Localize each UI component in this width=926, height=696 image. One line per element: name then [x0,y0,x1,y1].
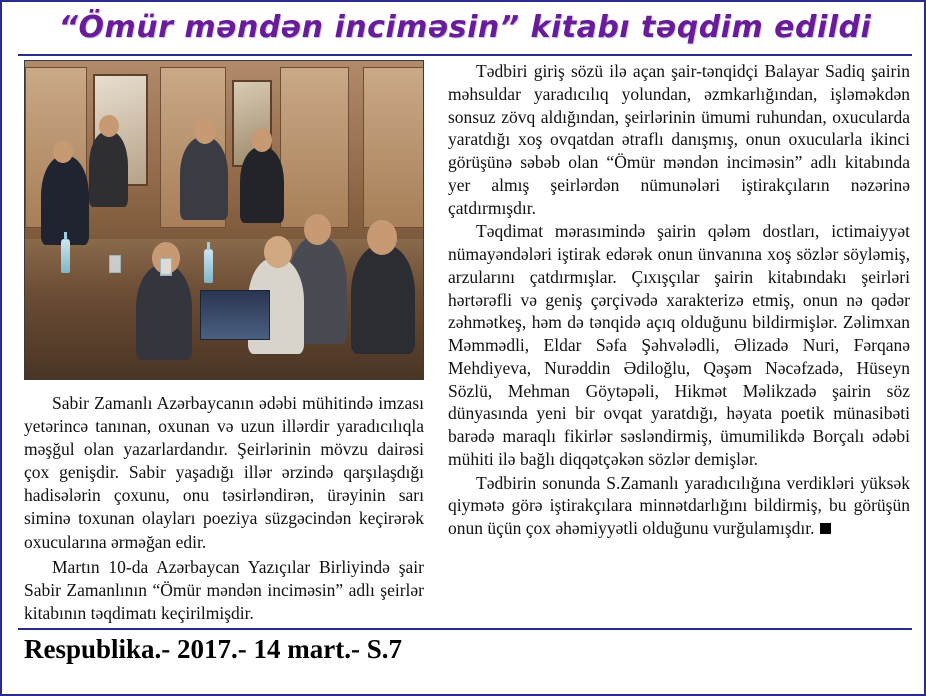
left-column [24,60,424,627]
paragraph: Sabir Zamanlı Azərbaycanın ədəbi mühitində imzası yetərincə tanınan, oxunan və uzun illərdir yaradıcılıqla məşğul olan yazarlardandır. Şeirlərinin mövzu dairəsi çox genişdir. Sabir yaşadığı illər ərzində qarşılaşdığı hadisələrin çoxunu, onu təsirləndirən, ürəyinin sarı siminə toxunan olayları poeziya süzgəcindən keçirərək oxucularına ərməğan edir. [24,393,424,552]
page-title: “Ömür məndən inciməsin” kitabı təqdim edildi [58,10,872,45]
paragraph-text: Tədbirin sonunda S.Zamanlı yaradıcılığına verdikləri yüksək qiymətə görə iştirakçılara minnətdarlığını bildirmiş, bu görüşün onun üçün çox əhəmiyyətli olduğunu vurğulamışdır. [448,472,910,538]
photo-person-head [194,118,216,143]
divider-top [18,54,912,56]
photo-person [136,265,192,360]
left-column-text [24,392,424,625]
photo-person [240,147,284,223]
photo-person-head [367,220,397,255]
photo-water-bottle [204,249,213,283]
photo-glass [109,255,121,273]
photo-person [180,137,228,220]
divider-bottom [18,628,912,630]
photo-water-bottle [61,239,70,273]
photo-person-head [99,115,119,137]
photo-wall-panel [363,67,424,228]
photo-person [351,245,415,353]
paragraph: Martın 10-da Azərbaycan Yazıçılar Birliyində şair Sabir Zamanlının “Ömür məndən inciməsin” adlı şeirlər kitabının təqdimatı keçirilmişdir. [24,556,424,623]
end-mark-icon [820,523,831,534]
paragraph-final [448,472,910,540]
right-column [448,60,910,541]
paragraph: Tədbiri giriş sözü ilə açan şair-tənqidçi Balayar Sadiq şairin məhsuldar yaradıcılıq yolundan, əzmkarlığından, işləməkdən sonsuz zövq aldığından, şeirlərinin ümumi ruhundan, oxucularda yaratdığı xoş ovqatdan ətraflı danışmış, onun oxucularla ikinci görüşünə səbəb olan “Ömür məndən inciməsin” adlı kitabında yer almış şeirlərdən nümunələri iştirakçıların nəzərinə çatdırmışdır. [448,61,910,218]
book-presentation-photo [24,60,424,380]
photo-person-head [264,236,292,268]
paragraph: Təqdimat mərasımində şairin qələm dostları, ictimaiyyət nümayəndələri iştirak edərək onun ünvanına xoş sözlər söyləmiş, arzularını çatdırmışlar. Çıxışçılar şairin kitabındakı şeirləri hərtərəfli və geniş çərçivədə xarakterizə etmiş, onun nə qədər zəhmətkeş, həm də tənqidə açıq olduğunu bildirmişlər. Zəlimxan Məmmədli, Eldar Səfa Şəhvələdli, Əlizadə Nuri, Fərqanə Mehdiyeva, Nurəddin Ədiloğlu, Qəşəm Nəcəfzadə, Hüseyn Sözlü, Mehman Göytəpəli, Hikmət Məlikzadə şairin söz dünyasında yeni bir ovqat yaratdığı, həyata poetik münasibəti barədə maraqlı fikirlər səsləndirmiş, ümumilikdə Borçalı ədəbi mühiti ilə bağlı diqqətçəkən sözlər demişlər. [448,221,910,469]
photo-person-head [252,128,272,152]
source-citation: Respublika.- 2017.- 14 mart.- S.7 [24,634,403,664]
photo-person-head [53,141,73,163]
photo-glass [160,258,172,276]
photo-laptop [200,290,270,340]
photo-wall-panel [280,67,350,228]
photo-person [89,131,129,207]
